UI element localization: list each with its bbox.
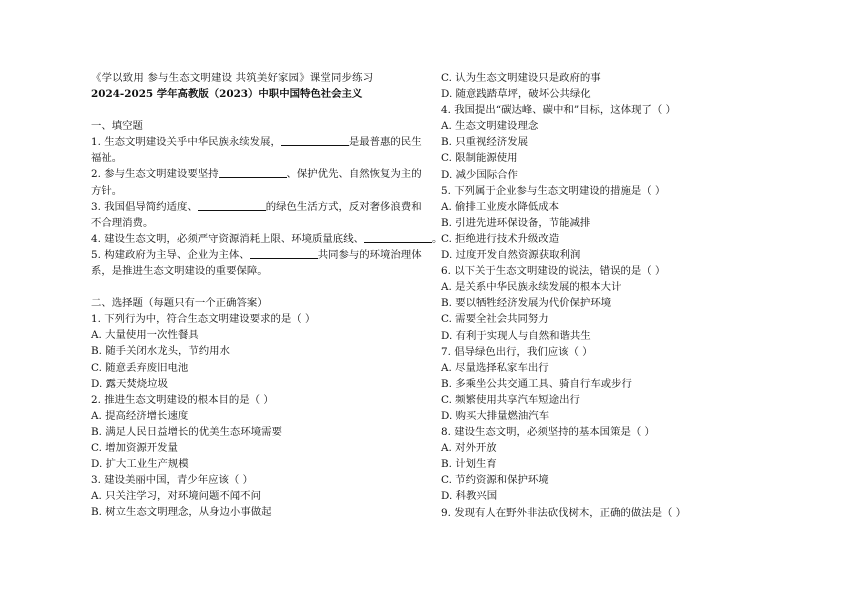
choice-option[interactable]: D. 科教兴国 — [441, 490, 498, 503]
choice-option[interactable]: B. 要以牺牲经济发展为代价保护环境 — [441, 297, 612, 310]
choice-option[interactable]: A. 大量使用一次性餐具 — [91, 329, 199, 342]
fill-question-5: 5. 构建政府为主导、企业为主体、 共同参与的环境治理体 — [91, 248, 422, 261]
choice-option[interactable]: A. 偷排工业废水降低成本 — [441, 200, 560, 213]
document-title-line-2: 2024-2025 学年高教版（2023）中职中国特色社会主义 — [91, 88, 363, 101]
choice-option[interactable]: A. 只关注学习，对环境问题不闻不问 — [91, 490, 261, 503]
answer-blank[interactable] — [281, 135, 349, 146]
choice-option[interactable]: A. 对外开放 — [441, 442, 497, 455]
fill-question-5-cont: 系，是推进生态文明建设的重要保障。 — [91, 265, 268, 278]
section-heading-fill: 一、填空题 — [91, 120, 143, 133]
answer-blank[interactable] — [198, 200, 266, 211]
choice-option[interactable]: C. 随意丢弃废旧电池 — [91, 361, 189, 374]
choice-option[interactable]: D. 减少国际合作 — [441, 168, 518, 181]
choice-option[interactable]: B. 引进先进环保设备，节能减排 — [441, 216, 591, 229]
choice-question: 4. 我国提出“碳达峰、碳中和”目标，这体现了（ ） — [441, 104, 676, 117]
fill-question-1: 1. 生态文明建设关乎中华民族永续发展， 是最普惠的民生 — [91, 136, 422, 149]
section-heading-choice: 二、选择题（每题只有一个正确答案） — [91, 297, 268, 310]
fill-question-3: 3. 我国倡导简约适度、 的绿色生活方式，反对奢侈浪费和 — [91, 200, 422, 213]
answer-blank[interactable] — [250, 248, 318, 259]
choice-question: 7. 倡导绿色出行，我们应该（ ） — [441, 345, 593, 358]
fill-question-2: 2. 参与生态文明建设要坚持 、保护优先、自然恢复为主的 — [91, 168, 422, 181]
choice-option[interactable]: A. 是关系中华民族永续发展的根本大计 — [441, 281, 622, 294]
fill-question-2-cont: 方针。 — [91, 184, 123, 197]
choice-question: 5. 下列属于企业参与生态文明建设的措施是（ ） — [441, 184, 666, 197]
choice-option[interactable]: C. 限制能源使用 — [441, 152, 518, 165]
choice-question: 8. 建设生态文明，必须坚持的基本国策是（ ） — [441, 426, 655, 439]
left-column — [91, 70, 443, 520]
choice-option[interactable]: D. 扩大工业生产规模 — [91, 458, 189, 471]
choice-option[interactable]: B. 多乘坐公共交通工具、骑自行车或步行 — [441, 377, 632, 390]
fill-question-3-cont: 不合理消费。 — [91, 216, 154, 229]
choice-option[interactable]: D. 过度开发自然资源获取利润 — [441, 249, 581, 262]
choice-option[interactable]: A. 提高经济增长速度 — [91, 409, 189, 422]
document-title-line-1: 《学以致用 参与生态文明建设 共筑美好家园》课堂同步练习 — [91, 72, 374, 84]
choice-option[interactable]: C. 频繁使用共享汽车短途出行 — [441, 393, 580, 406]
right-column — [441, 70, 786, 521]
answer-blank[interactable] — [219, 167, 287, 178]
choice-question: 1. 下列行为中，符合生态文明建设要求的是（ ） — [91, 313, 316, 326]
choice-option[interactable]: C. 拒绝进行技术升级改造 — [441, 232, 560, 245]
choice-option[interactable]: C. 需要全社会共同努力 — [441, 313, 549, 326]
choice-option[interactable]: A. 生态文明建设理念 — [441, 120, 539, 133]
choice-option[interactable]: B. 满足人民日益增长的优美生态环境需要 — [91, 425, 282, 438]
choice-option[interactable]: A. 尽量选择私家车出行 — [441, 361, 549, 374]
choice-option[interactable]: C. 认为生态文明建设只是政府的事 — [441, 72, 601, 84]
choice-option[interactable]: D. 有利于实现人与自然和谐共生 — [441, 329, 591, 342]
choice-question: 3. 建设美丽中国，青少年应该（ ） — [91, 474, 253, 487]
choice-option[interactable]: B. 随手关闭水龙头，节约用水 — [91, 345, 230, 358]
choice-question: 9. 发现有人在野外非法砍伐树木，正确的做法是（ ） — [441, 506, 687, 519]
answer-blank[interactable] — [364, 232, 432, 243]
choice-option[interactable]: D. 随意践踏草坪，破坏公共绿化 — [441, 88, 591, 101]
choice-option[interactable]: B. 只重视经济发展 — [441, 136, 528, 149]
fill-question-1-cont: 福祉。 — [91, 152, 123, 165]
choice-option[interactable]: B. 计划生育 — [441, 458, 497, 471]
fill-question-4: 4. 建设生态文明，必须严守资源消耗上限、环境质量底线、 。 — [91, 232, 443, 245]
choice-option[interactable]: C. 增加资源开发量 — [91, 441, 178, 454]
choice-option[interactable]: D. 露天焚烧垃圾 — [91, 377, 168, 390]
choice-option[interactable]: C. 节约资源和保护环境 — [441, 474, 549, 487]
choice-option[interactable]: B. 树立生态文明理念，从身边小事做起 — [91, 506, 272, 519]
choice-question: 6. 以下关于生态文明建设的说法，错误的是（ ） — [441, 265, 666, 278]
choice-option[interactable]: D. 购买大排量燃油汽车 — [441, 409, 550, 422]
choice-question: 2. 推进生态文明建设的根本目的是（ ） — [91, 393, 274, 406]
